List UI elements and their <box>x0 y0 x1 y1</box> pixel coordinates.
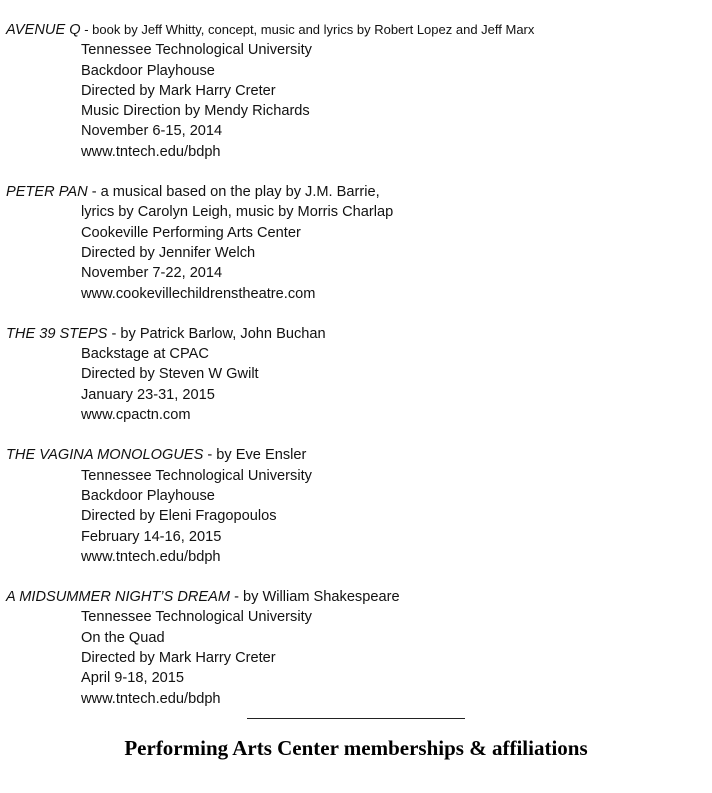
production-byline: - by Patrick Barlow, John Buchan <box>107 325 326 342</box>
detail-line: February 14-16, 2015 <box>81 528 222 545</box>
productions-list <box>6 20 706 729</box>
production-heading <box>6 324 706 344</box>
detail-line: Directed by Mark Harry Creter <box>81 650 276 667</box>
production-title: AVENUE Q <box>6 22 81 38</box>
production-heading <box>6 182 706 202</box>
production-title: THE VAGINA MONOLOGUES <box>6 447 204 464</box>
detail-line: Backdoor Playhouse <box>81 62 215 79</box>
production-byline: - by Eve Ensler <box>203 447 307 464</box>
production-entry-peter-pan <box>6 182 706 304</box>
detail-line: April 9-18, 2015 <box>81 670 185 687</box>
production-byline: - book by Jeff Whitty, concept, music and lyrics by Robert Lopez and Jeff Marx <box>80 22 535 37</box>
detail-line: www.tntech.edu/bdph <box>81 143 221 160</box>
detail-line: Directed by Jennifer Welch <box>81 244 256 261</box>
production-entry-avenue-q <box>6 20 706 162</box>
production-entry-39-steps <box>6 324 706 425</box>
production-entry-vagina-monologues <box>6 445 706 567</box>
detail-line: www.cpactn.com <box>81 407 191 424</box>
detail-line: Directed by Mark Harry Creter <box>81 82 276 99</box>
detail-line: Tennessee Technological University <box>81 467 312 484</box>
detail-line: Directed by Eleni Fragopoulos <box>81 508 277 525</box>
detail-line: www.tntech.edu/bdph <box>81 548 221 565</box>
detail-line: Tennessee Technological University <box>81 42 312 59</box>
detail-line: Cookeville Performing Arts Center <box>81 224 301 241</box>
detail-line: January 23-31, 2015 <box>81 386 215 403</box>
detail-line: November 7-22, 2014 <box>81 265 223 282</box>
detail-line: Tennessee Technological University <box>81 609 312 626</box>
production-entry-midsummer <box>6 587 706 709</box>
production-heading <box>6 587 706 607</box>
production-heading <box>6 445 706 465</box>
section-heading: Performing Arts Center memberships & affiliations <box>124 736 588 760</box>
detail-line: Directed by Steven W Gwilt <box>81 366 259 383</box>
production-byline: - a musical based on the play by J.M. Barrie, <box>87 184 380 201</box>
detail-line: Backdoor Playhouse <box>81 487 215 504</box>
production-heading <box>6 20 706 40</box>
divider-rule <box>247 718 465 719</box>
detail-line: www.cookevillechildrenstheatre.com <box>81 285 316 302</box>
detail-line: Backstage at CPAC <box>81 346 209 363</box>
detail-line: On the Quad <box>81 629 165 646</box>
production-title: PETER PAN <box>6 184 88 201</box>
production-title: A MIDSUMMER NIGHT’S DREAM <box>6 589 231 606</box>
production-byline: - by William Shakespeare <box>230 589 400 606</box>
detail-line: lyrics by Carolyn Leigh, music by Morris Charlap <box>81 204 394 221</box>
detail-line: Music Direction by Mendy Richards <box>81 103 310 120</box>
production-title: THE 39 STEPS <box>6 325 108 342</box>
detail-line: www.tntech.edu/bdph <box>81 690 221 707</box>
detail-line: November 6-15, 2014 <box>81 123 223 140</box>
